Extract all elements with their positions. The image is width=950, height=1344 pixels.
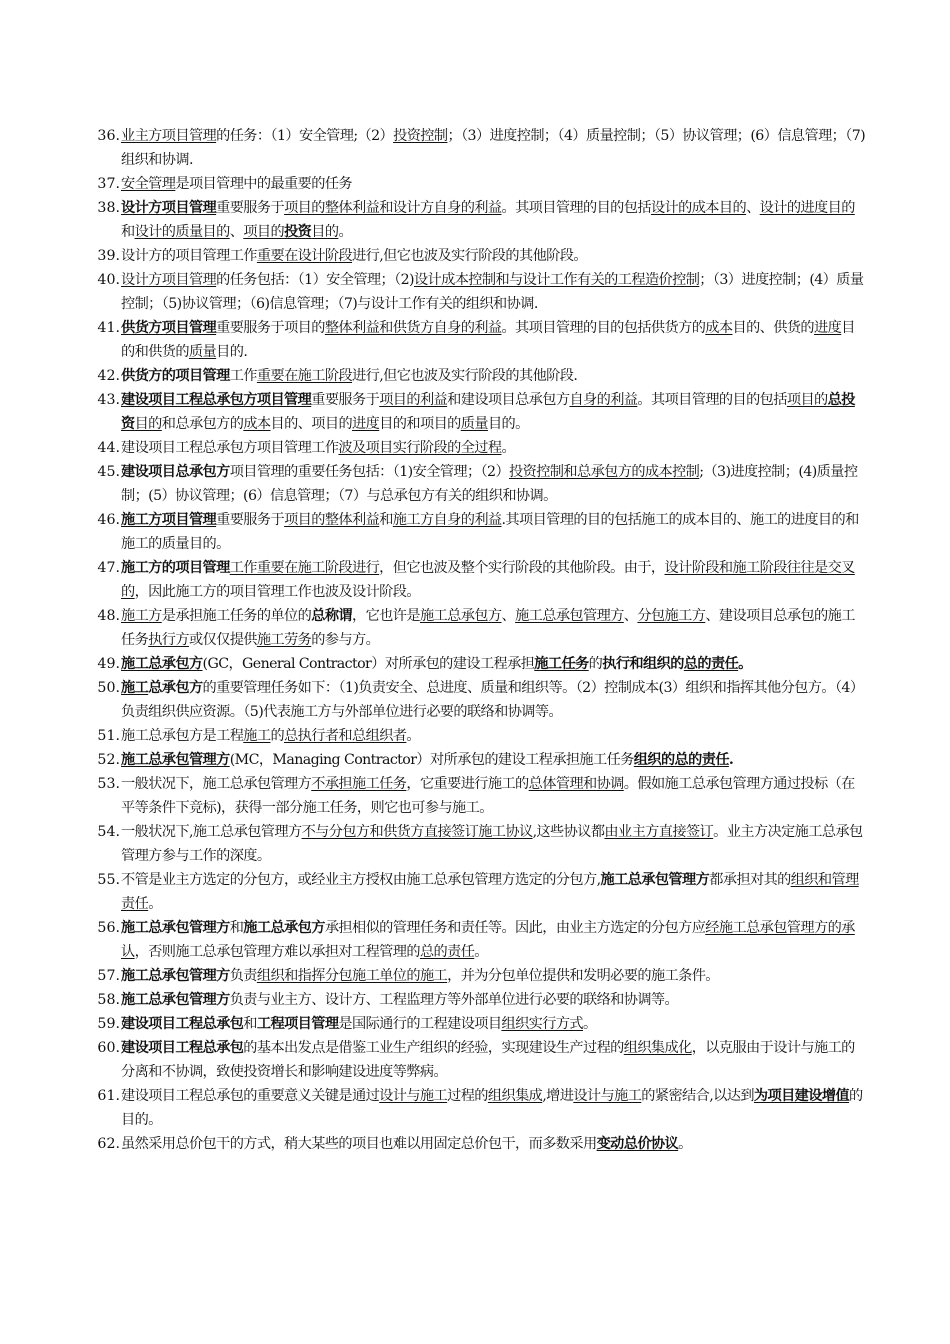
text-segment: 。其项目管理的目的包括 [637,392,787,408]
text-segment: 一般状况下,施工总承包管理方 [121,824,302,840]
text-segment: 。 [583,1016,597,1032]
text-segment: ，以克服由于设计与施工的分离和不协调，致使投资增长和影响建设进度等弊病。 [121,1040,855,1080]
text-segment: 重要在施工阶段 [256,368,353,384]
text-segment: 项目管理的重要任务包括：（1)安全管理；（2） [229,464,510,480]
list-item [86,364,866,388]
text-segment: 设计的质量目的 [134,224,230,240]
text-segment: 进行,但它也波及实行阶段的其他阶段。 [352,248,587,264]
item-number: 60. [97,1040,120,1056]
text-segment: 。假如施工总承包管理方通过投标（在平等条件下竞标)，获得一部分施工任务，则它也可参与施工。 [121,776,855,816]
text-segment: 的任务：（1）安全管理;（2） [216,128,394,144]
text-segment: 都承担对其的 [709,872,791,888]
text-segment: 目的、项目的 [270,416,353,432]
text-segment: 业主方项目管理 [121,128,217,144]
item-number: 42. [97,368,120,384]
text-segment: 波及项目实行阶段的全过程 [338,440,502,456]
text-segment: 目的 [134,416,162,432]
item-text [120,964,866,988]
list-item [86,244,866,268]
item-number: 38. [97,200,120,216]
text-segment: ，否则施工总承包管理方难以承担对工程管理的 [134,944,420,960]
text-segment: 重要服务于项目的 [216,320,325,336]
list-item [86,124,866,172]
text-segment: 的目的。 [121,1088,863,1128]
text-segment: 建设项目工程总承包方项目管理工作 [121,440,339,456]
item-text [120,124,866,172]
item-number: 56. [97,920,120,936]
text-segment: 施工方的项目管理 [121,560,230,576]
text-segment: 施工总承包管理方 [121,992,230,1008]
text-segment: 总的责任 [419,944,475,960]
list-item [86,820,866,868]
text-segment: 是国际通行的工程建设项目 [338,1016,502,1032]
text-segment: 目的和供货的 [121,320,855,360]
text-segment: 或仅仅提供 [188,632,257,648]
text-segment: 施工总承包方 [419,608,502,624]
text-segment: 和 [243,1016,257,1032]
text-segment: 建设项目工程总承包方项目管理 [121,392,312,408]
text-segment: 目的、供货的 [732,320,815,336]
item-text [120,268,866,316]
document-body [86,124,866,1156]
text-segment: 设计与施工 [379,1088,448,1104]
text-segment: 的参与方。 [311,632,380,648]
item-text [120,820,866,868]
text-segment: 施工总承包管理方 [515,608,624,624]
item-text [120,508,866,556]
text-segment: 组织的总的责任 [633,752,729,768]
text-segment: 施工任务 [534,656,589,672]
text-segment: 变动总价协议 [596,1136,679,1152]
item-number: 48. [97,608,120,624]
text-segment: 、 [746,200,760,216]
text-segment: 进行,但它也波及实行阶段的其他阶段. [352,368,578,384]
item-text [120,1132,866,1156]
text-segment: ，但它也波及整个实行阶段的其他阶段。由于， [379,560,665,576]
text-segment: (GC，General Contractor）对所承包的建设工程承担 [202,656,535,672]
text-segment: 目的. [216,344,248,360]
list-item [86,1084,866,1132]
item-text [120,556,866,604]
text-segment: 供货方项目管理 [121,320,217,336]
list-item [86,988,866,1012]
text-segment: 供货方的项目管理 [121,368,230,384]
item-number: 53. [97,776,120,792]
text-segment: ，并为分包单位提供和发明必要的施工条件。 [447,968,719,984]
text-segment: 和 [379,512,393,528]
text-segment: 工程项目管理 [256,1016,339,1032]
text-segment: ；（3）进度控制；(4）质量控制；（5)协议管理；（6)信息管理；（7)与设计工作有关的组织和协调. [121,272,864,312]
item-text [120,748,866,772]
item-number: 58. [97,992,120,1008]
text-segment: 和 [121,224,135,240]
text-segment: 。 [406,728,420,744]
item-text [120,364,866,388]
item-number: 49. [97,656,120,672]
item-number: 57. [97,968,120,984]
text-segment: 投资 [284,224,312,240]
text-segment: 进度 [814,320,842,336]
item-text [120,388,866,436]
text-segment: 成本 [705,320,733,336]
text-segment: 设计方的项目管理工作 [121,248,257,264]
text-segment: 。 [678,1136,692,1152]
text-segment: 、 [623,608,638,624]
text-segment: 设计阶段和施工阶段往往是交叉的 [121,560,855,600]
text-segment: 重要服务于 [311,392,380,408]
text-segment: 总体管理和协调 [528,776,624,792]
item-text [120,1012,866,1036]
text-segment: 目的和项目的 [379,416,461,432]
text-segment: ,这些协议都 [532,824,605,840]
text-segment: 为项目建设增值 [753,1088,850,1104]
text-segment: 经施工总承包管理方的承认 [121,920,855,960]
text-segment: 和总承包方的 [161,416,244,432]
list-item [86,964,866,988]
list-item [86,436,866,460]
text-segment: 项目的 [243,224,285,240]
text-segment: 项目的 [786,392,828,408]
text-segment: 设计的成本目的 [650,200,747,216]
text-segment: ,增进 [542,1088,574,1104]
item-number: 41. [97,320,120,336]
text-segment: 设计的进度目的 [759,200,855,216]
item-number: 54. [97,824,120,840]
text-segment: 由业主方直接签订 [604,824,714,840]
item-number: 59. [97,1016,120,1032]
text-segment: 和建设项目总承包方 [447,392,570,408]
text-segment: 施工方 [121,608,162,624]
list-item [86,316,866,364]
list-item [86,868,866,916]
text-segment: 组织集成化 [623,1040,692,1056]
item-number: 51. [97,728,120,744]
text-segment: 、 [501,608,516,624]
item-text [120,868,866,916]
text-segment: 承担相似的管理任务和责任等。因此，由业主方选定的分包方应 [324,920,706,936]
text-segment: 工作 [229,368,257,384]
text-segment: 不管是业主方选定的分包方，或经业主方授权由施工总承包管理方选定的分包方, [121,872,601,888]
text-segment: 施工方项目管理 [121,512,217,528]
item-number: 37. [97,176,120,192]
text-segment: 负责与业主方、设计方、工程监理方等外部单位进行必要的联络和协调等。 [229,992,679,1008]
text-segment: 。 [501,440,516,456]
text-segment: . [728,752,734,768]
text-segment: 目的 [311,224,339,240]
text-segment: 施工总承包管理方 [121,920,230,936]
item-text [120,1036,866,1084]
text-segment: 。其项目管理的目的包括供货方的 [501,320,706,336]
text-segment: 项目的利益 [379,392,448,408]
text-segment: 质量 [460,416,488,432]
text-segment: 整体利益和供货方自身的利益 [324,320,502,336]
text-segment: 、建设项目总承包的施工任务 [121,608,855,648]
item-number: 36. [97,128,120,144]
text-segment: 总投资 [121,392,855,432]
text-segment: 是项目管理中的最重要的任务 [175,176,352,192]
text-segment: 施工总承包方 [243,920,325,936]
item-number: 61. [97,1088,120,1104]
item-number: 46. [97,512,120,528]
item-number: 40. [97,272,120,288]
list-item [86,748,866,772]
text-segment: 安全管理 [121,176,176,192]
list-item [86,772,866,820]
list-item [86,604,866,652]
item-text [120,724,866,748]
text-segment: 的重要管理任务如下：（1)负责安全、总进度、质量和组织等。（2）控制成本(3）组织和指挥其他分包方。（4）负责组织供应资源。（5)代表施工方与外部单位进行必要的联络和协调等。 [121,680,864,720]
text-segment: 施工总承包方 [121,656,203,672]
text-segment: 组织实行方式 [501,1016,584,1032]
text-segment: ，它重要进行施工的 [406,776,529,792]
text-segment: 重要在设计阶段 [256,248,353,264]
item-text [120,652,866,676]
list-item [86,652,866,676]
text-segment: 。其项目管理的目的包括 [501,200,651,216]
text-segment: 进度 [352,416,380,432]
list-item [86,460,866,508]
item-text [120,196,866,244]
text-segment: 施工 [121,680,149,696]
text-segment: 设计与施工 [573,1088,642,1104]
item-text [120,172,866,196]
text-segment: 投资控制和总承包方的成本控制 [509,464,700,480]
text-segment: 目的。 [487,416,529,432]
text-segment: 是承担施工任务的单位的 [161,608,312,624]
text-segment: 施工总承包管理方 [121,752,230,768]
list-item [86,1132,866,1156]
text-segment: 建设项目工程总承包 [121,1040,244,1056]
item-number: 47. [97,560,120,576]
text-segment: 组织和管理责任 [121,872,859,912]
text-segment: 。 [338,224,353,240]
text-segment: 。 [148,896,162,912]
text-segment: 过程的 [447,1088,488,1104]
text-segment: 施工总承包管理方 [121,968,230,984]
text-segment: ，因此施工方的项目管理工作也波及设计阶段。 [134,584,420,600]
text-segment: 组织集成 [487,1088,543,1104]
text-segment: .其项目管理的目的包括施工的成本目的、施工的进度目的和施工的质量目的。 [121,512,859,552]
item-number: 45. [97,464,120,480]
text-segment: 总执行者和总组织者 [284,728,407,744]
item-number: 43. [97,392,120,408]
text-segment: 虽然采用总价包干的方式，稍大某些的项目也难以用固定总价包干，而多数采用 [121,1136,597,1152]
item-text [120,436,866,460]
text-segment: ；（3）进度控制；（4）质量控制；（5）协议管理；(6）信息管理；（7)组织和协调. [121,128,866,168]
item-number: 55. [97,872,120,888]
text-segment: 投资控制 [393,128,448,144]
text-segment: 施工劳务 [256,632,312,648]
item-number: 62. [97,1136,120,1152]
text-segment: 的紧密结合,以达到 [641,1088,754,1104]
list-item [86,196,866,244]
text-segment: 施工总承包方是工程 [121,728,244,744]
text-segment: 工作重要在施工阶段进行 [229,560,380,576]
item-number: 50. [97,680,120,696]
text-segment: 总称谓 [311,608,352,624]
text-segment: 组织和指挥分包施工单位的施工 [256,968,448,984]
text-segment: 一般状况下，施工总承包管理方 [121,776,312,792]
text-segment: 重要服务于 [216,200,285,216]
text-segment: 不与分包方和供货方直接签订施工协议 [301,824,533,840]
text-segment: 的任务包括：（1）安全管理；（2) [216,272,414,288]
text-segment: 。 [738,656,752,672]
item-text [120,460,866,508]
list-item [86,1036,866,1084]
list-item [86,172,866,196]
item-text [120,316,866,364]
text-segment: 。 [474,944,488,960]
text-segment: 建设项目总承包方 [121,464,230,480]
list-item [86,724,866,748]
text-segment: 执行方 [148,632,189,648]
list-item [86,388,866,436]
text-segment: 的基本出发点是借鉴工业生产组织的经验，实现建设生产过程的 [243,1040,624,1056]
text-segment: 设计方项目管理 [121,272,217,288]
text-segment: 建设项目工程总承包的重要意义关键是通过 [121,1088,380,1104]
list-item [86,676,866,724]
text-segment: 、 [229,224,244,240]
text-segment: 施工 [243,728,271,744]
text-segment: 分包施工方 [637,608,706,624]
text-segment: 。业主方决定施工总承包管理方参与工作的深度。 [121,824,863,864]
text-segment: 成本 [243,416,271,432]
item-text [120,244,866,268]
text-segment: ，它也许是 [352,608,420,624]
text-segment: (MC，Managing Contractor）对所承包的建设工程承担施工任务 [229,752,634,768]
text-segment: 质量 [188,344,217,360]
text-segment: 的 [270,728,285,744]
text-segment: 不承担施工任务 [311,776,407,792]
item-text [120,988,866,1012]
text-segment: 项目的整体利益和设计方自身的利益 [284,200,502,216]
text-segment: 设计方项目管理 [121,200,217,216]
text-segment: 施工方自身的利益 [392,512,502,528]
text-segment: 和 [229,920,244,936]
item-number: 44. [97,440,120,456]
text-segment: 总的责任 [683,656,739,672]
text-segment: 自身的利益 [569,392,638,408]
item-text [120,604,866,652]
text-segment: 执行和组织的 [602,656,684,672]
item-text [120,916,866,964]
list-item [86,1012,866,1036]
item-text [120,772,866,820]
text-segment: 施工总承包管理方 [600,872,710,888]
text-segment: 重要服务于 [216,512,285,528]
list-item [86,508,866,556]
text-segment: 的 [588,656,603,672]
list-item [86,556,866,604]
item-text [120,1084,866,1132]
list-item [86,916,866,964]
item-number: 39. [97,248,120,264]
text-segment: 设计成本控制和与设计工作有关的工程造价控制 [413,272,700,288]
text-segment: 负责 [229,968,257,984]
item-number: 52. [97,752,120,768]
text-segment: 项目的整体利益 [284,512,380,528]
item-text [120,676,866,724]
list-item [86,268,866,316]
text-segment: 总承包方 [148,680,203,696]
text-segment: 建设项目工程总承包 [121,1016,244,1032]
text-segment: ;（3)进度控制；(4)质量控制；(5）协议管理；(6）信息管理；（7）与总承包方有关的组织和协调。 [121,464,858,504]
